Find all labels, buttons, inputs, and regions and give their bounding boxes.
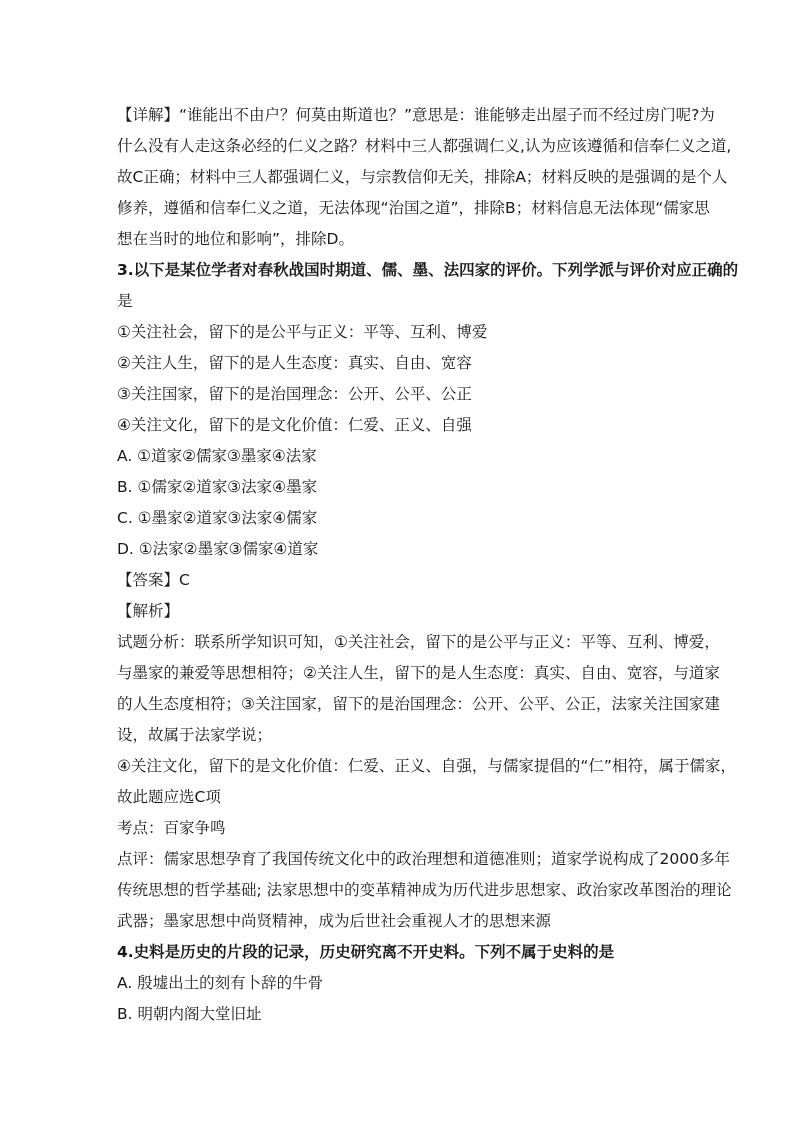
- q3-statement: ①关注社会，留下的是公平与正义：平等、互利、博爱: [117, 323, 488, 341]
- q3-option-b: B. ①儒家②道家③法家④墨家: [117, 478, 318, 496]
- q3-option-c: C. ①墨家②道家③法家④儒家: [117, 509, 318, 527]
- q3-analysis-line: 的人生态度相符；③关注国家，留下的是治国理念：公开、公平、公正，法家关注国家建: [117, 695, 720, 713]
- question-3-stem: 3.以下是某位学者对春秋战国时期道、儒、墨、法四家的评价。下列学派与评价对应正确的: [117, 261, 739, 279]
- detail-line: 修养，遵循和信奉仁义之道，无法体现“治国之道”，排除B；材料信息无法体现“儒家思: [117, 199, 710, 217]
- q3-statement: ②关注人生，留下的是人生态度：真实、自由、宽容: [117, 354, 472, 372]
- q4-option-a: A. 殷墟出土的刻有卜辞的牛骨: [117, 974, 324, 992]
- q3-comment-line: 点评：儒家思想孕育了我国传统文化中的政治理想和道德准则；道家学说构成了2000多年: [117, 850, 730, 868]
- q3-analysis-title: 【解析】: [117, 602, 180, 620]
- q3-statement: ④关注文化，留下的是文化价值：仁爱、正义、自强: [117, 416, 472, 434]
- detail-line: 【详解】“谁能出不由户？何莫由斯道也？”意思是：谁能够走出屋子而不经过房门呢?为: [117, 106, 715, 124]
- q3-statement: ③关注国家，留下的是治国理念：公开、公平、公正: [117, 385, 472, 403]
- q3-analysis-line: 试题分析：联系所学知识可知，①关注社会，留下的是公平与正义：平等、互利、博爱，: [117, 633, 720, 651]
- q4-option-b: B. 明朝内阁大堂旧址: [117, 1005, 262, 1023]
- q3-comment-line: 传统思想的哲学基础; 法家思想中的变革精神成为历代进步思想家、政治家改革图治的理论: [117, 881, 732, 899]
- q3-option-d: D. ①法家②墨家③儒家④道家: [117, 540, 319, 558]
- q3-answer: 【答案】C: [117, 571, 190, 589]
- q3-analysis-line: 与墨家的兼爱等思想相符；②关注人生，留下的是人生态度：真实、自由、宽容，与道家: [117, 664, 720, 682]
- question-3-stem-cont: 是: [117, 292, 133, 310]
- detail-line: 什么没有人走这条必经的仁义之路？材料中三人都强调仁义,认为应该遵循和信奉仁义之道,: [117, 137, 732, 155]
- q3-comment-line: 武器；墨家思想中尚贤精神，成为后世社会重视人才的思想来源: [117, 912, 552, 930]
- q3-analysis-line: 故此题应选C项: [117, 788, 221, 806]
- question-4-stem: 4.史料是历史的片段的记录，历史研究离不开史料。下列不属于史料的是: [117, 943, 615, 961]
- q3-analysis-line: 设，故属于法家学说；: [117, 726, 273, 744]
- q3-kaodian: 考点：百家争鸣: [117, 819, 226, 837]
- page-content: [117, 100, 739, 1030]
- q3-analysis-line: ④关注文化，留下的是文化价值：仁爱、正义、自强，与儒家提倡的“仁”相符，属于儒家，: [117, 757, 736, 775]
- detail-line: 想在当时的地位和影响”，排除D。: [117, 230, 354, 248]
- q3-option-a: A. ①道家②儒家③墨家④法家: [117, 447, 317, 465]
- detail-line: 故C正确；材料中三人都强调仁义，与宗教信仰无关，排除A；材料反映的是强调的是个人: [117, 168, 728, 186]
